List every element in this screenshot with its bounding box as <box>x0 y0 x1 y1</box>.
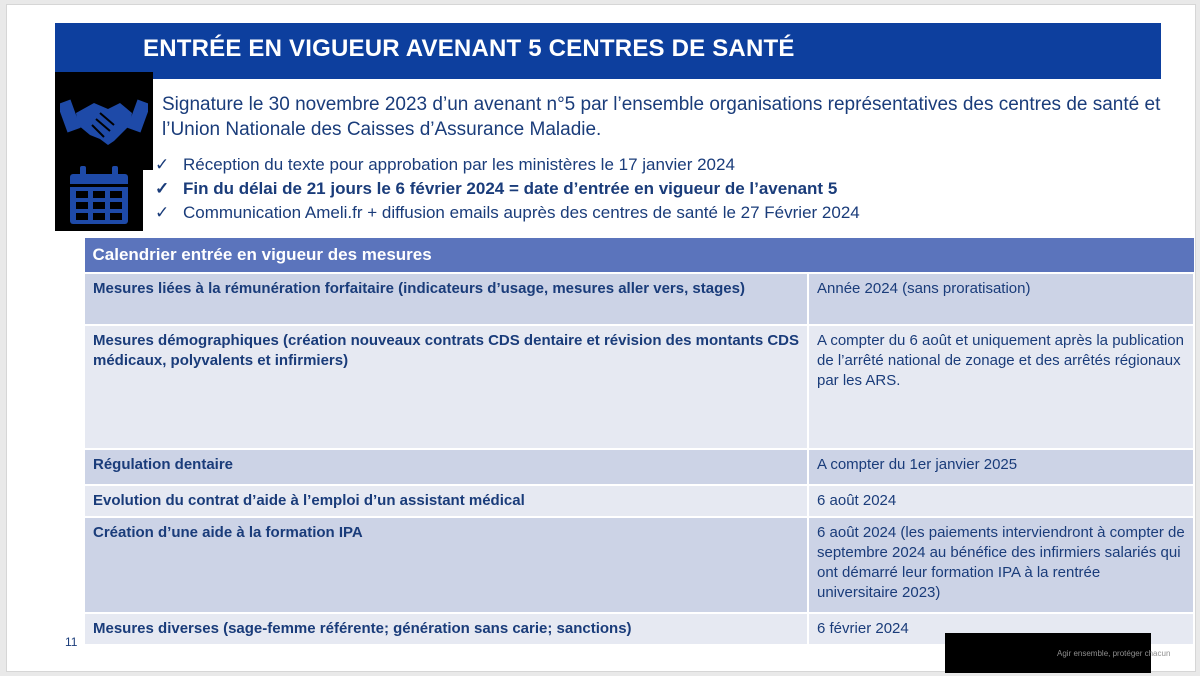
checklist-text: Communication Ameli.fr + diffusion emails auprès des centres de santé le 27 Février 2024 <box>183 203 860 222</box>
check-icon: ✓ <box>155 155 170 174</box>
table-cell-mesure: Evolution du contrat d’aide à l’emploi d’un assistant médical <box>84 485 808 517</box>
checklist-item <box>155 153 1155 177</box>
table-cell-mesure: Création d’une aide à la formation IPA <box>84 517 808 613</box>
table-row <box>84 485 1194 517</box>
calendar-table <box>83 237 1195 646</box>
table-cell-date: 6 août 2024 <box>808 485 1194 517</box>
table-row <box>84 449 1194 485</box>
slide <box>6 4 1196 672</box>
checklist-text: Fin du délai de 21 jours le 6 février 2024 = date d’entrée en vigueur de l’avenant 5 <box>183 179 838 198</box>
intro-paragraph: Signature le 30 novembre 2023 d’un avenant n°5 par l’ensemble organisations représentatives des centres de santé et l’Union Nationale des Caisses d’Assurance Maladie. <box>162 94 1161 140</box>
page-number: 11 <box>65 635 78 649</box>
checklist <box>155 153 1155 225</box>
table-cell-mesure: Mesures démographiques (création nouveaux contrats CDS dentaire et révision des montants CDS médicaux, polyvalents et infirmiers) <box>84 325 808 449</box>
footer-logo <box>945 633 1171 673</box>
table-cell-date: 6 février 2024 <box>808 613 1194 645</box>
table-row <box>84 325 1194 449</box>
table-cell-mesure: Régulation dentaire <box>84 449 808 485</box>
check-icon: ✓ <box>155 179 170 198</box>
table-cell-date: 6 août 2024 (les paiements interviendront à compter de septembre 2024 au bénéfice des infirmiers salariés qui ont démarré leur formation IPA à la rentrée universitaire 2023) <box>808 517 1194 613</box>
handshake-icon <box>55 72 153 170</box>
table-header: Calendrier entrée en vigueur des mesures <box>84 238 1194 274</box>
checklist-text: Réception du texte pour approbation par les ministères le 17 janvier 2024 <box>183 155 735 174</box>
table-cell-mesure: Mesures liées à la rémunération forfaitaire (indicateurs d’usage, mesures aller vers, stages) <box>84 273 808 325</box>
table-cell-mesure: Mesures diverses (sage-femme référente; génération sans carie; sanctions) <box>84 613 808 645</box>
title-bar <box>55 23 1161 79</box>
checklist-item <box>155 177 1155 201</box>
table-cell-date: A compter du 1er janvier 2025 <box>808 449 1194 485</box>
slide-title: ENTRÉE EN VIGUEUR AVENANT 5 CENTRES DE SANTÉ <box>143 35 795 62</box>
footer-tagline: Agir ensemble, protéger chacun <box>1057 649 1171 658</box>
table-cell-date: Année 2024 (sans proratisation) <box>808 273 1194 325</box>
check-icon: ✓ <box>155 203 170 222</box>
table-cell-date: A compter du 6 août et uniquement après la publication de l’arrêté national de zonage et des arrêtés régionaux par les ARS. <box>808 325 1194 449</box>
table-row <box>84 517 1194 613</box>
calendar-icon <box>55 161 143 231</box>
table-row <box>84 273 1194 325</box>
checklist-item <box>155 201 1155 225</box>
